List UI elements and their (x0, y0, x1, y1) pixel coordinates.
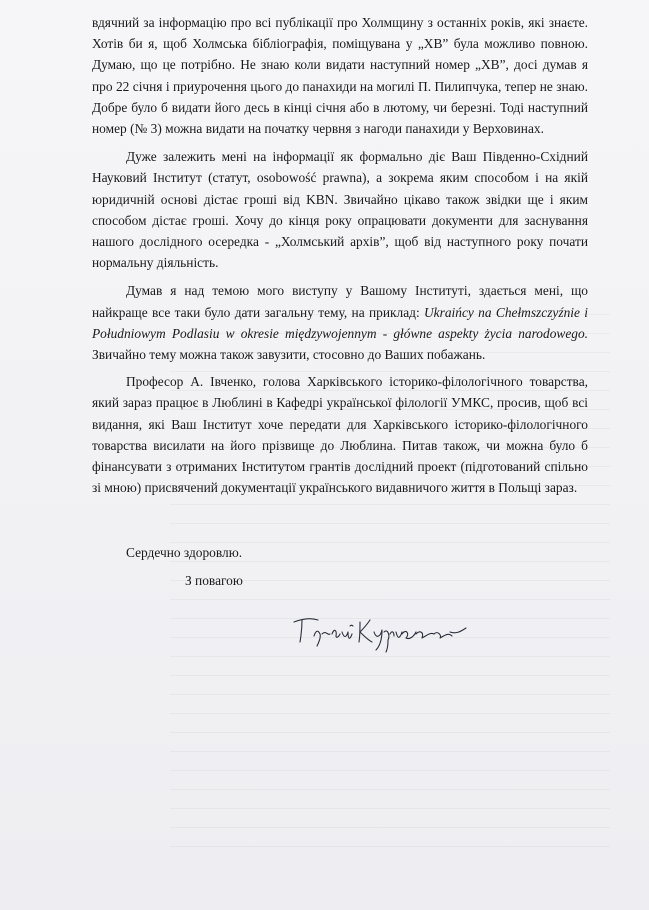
paragraph-3 (92, 280, 588, 365)
signature-icon (290, 606, 470, 654)
paragraph-3-lead: Думав я над темою мого виступу у Вашому Інституті, здається мені, що найкраще все таки було дати загальну тему, на приклад: (92, 283, 588, 320)
signature-image (290, 606, 470, 654)
closing-line: Сердечно здоровлю. (126, 545, 243, 560)
paragraph-2: Дуже залежить мені на інформації як формально діє Ваш Південно-Східний Науковий Інститут (статут, osobowość prawna), а зокрема яким способом і на якій юридичній основі дістає гроші від KBN. Звичайно цікаво також звідки ще і яким способом дістає гроші. Хочу до кінця року опрацювати документи для заснування нашого дослідного осередка - „Холмський архів”, щоб від наступного року почати нормальну діяльність. (92, 149, 588, 271)
letter-body (92, 12, 588, 498)
regards-line: З повагою (185, 573, 243, 588)
paragraph-4: Професор А. Івченко, голова Харківського історико-філологічного товарства, який зараз працює в Люблині в Кафедрі української філології УМКС, просив, щоб всі видання, які Ваш Інститут хоче передати для Харківського історико-філологічного товарства висилати на його прізвище до Люблина. Питав також, чи можна було б фінансувати з отриманих Інститутом грантів дослідний проект (підготований спільно зі мною) присвячений документації українського видавничого життя в Польщі зараз. (92, 374, 588, 496)
paragraph-1: вдячний за інформацію про всі публікації про Холмщину з останніх років, які знаєте. Хотів би я, щоб Холмська бібліографія, поміщувана у „ХВ” була можливо повною. Думаю, що це потрібно. Не знаю коли видати наступний номер „ХВ”, досі думав я про 22 січня і приурочення цього до панахиди на могилі П. Пилипчука, тепер не знаю. Добре було б видати його десь в кінці січня або в лютому, чи березні. Тоді наступний номер (№ 3) можна видати на початку червня з нагоди панахиди у Верховинах. (92, 15, 588, 137)
paragraph-3-title: Ukraińcy na Chełmszczyźnie i Południowym Podlasiu w okresie międzywojennym - główne aspekty życia narodowego. (92, 304, 588, 341)
paragraph-3-tail: Звичайно тему можна також завузити, стосовно до Ваших побажань. (92, 347, 486, 363)
